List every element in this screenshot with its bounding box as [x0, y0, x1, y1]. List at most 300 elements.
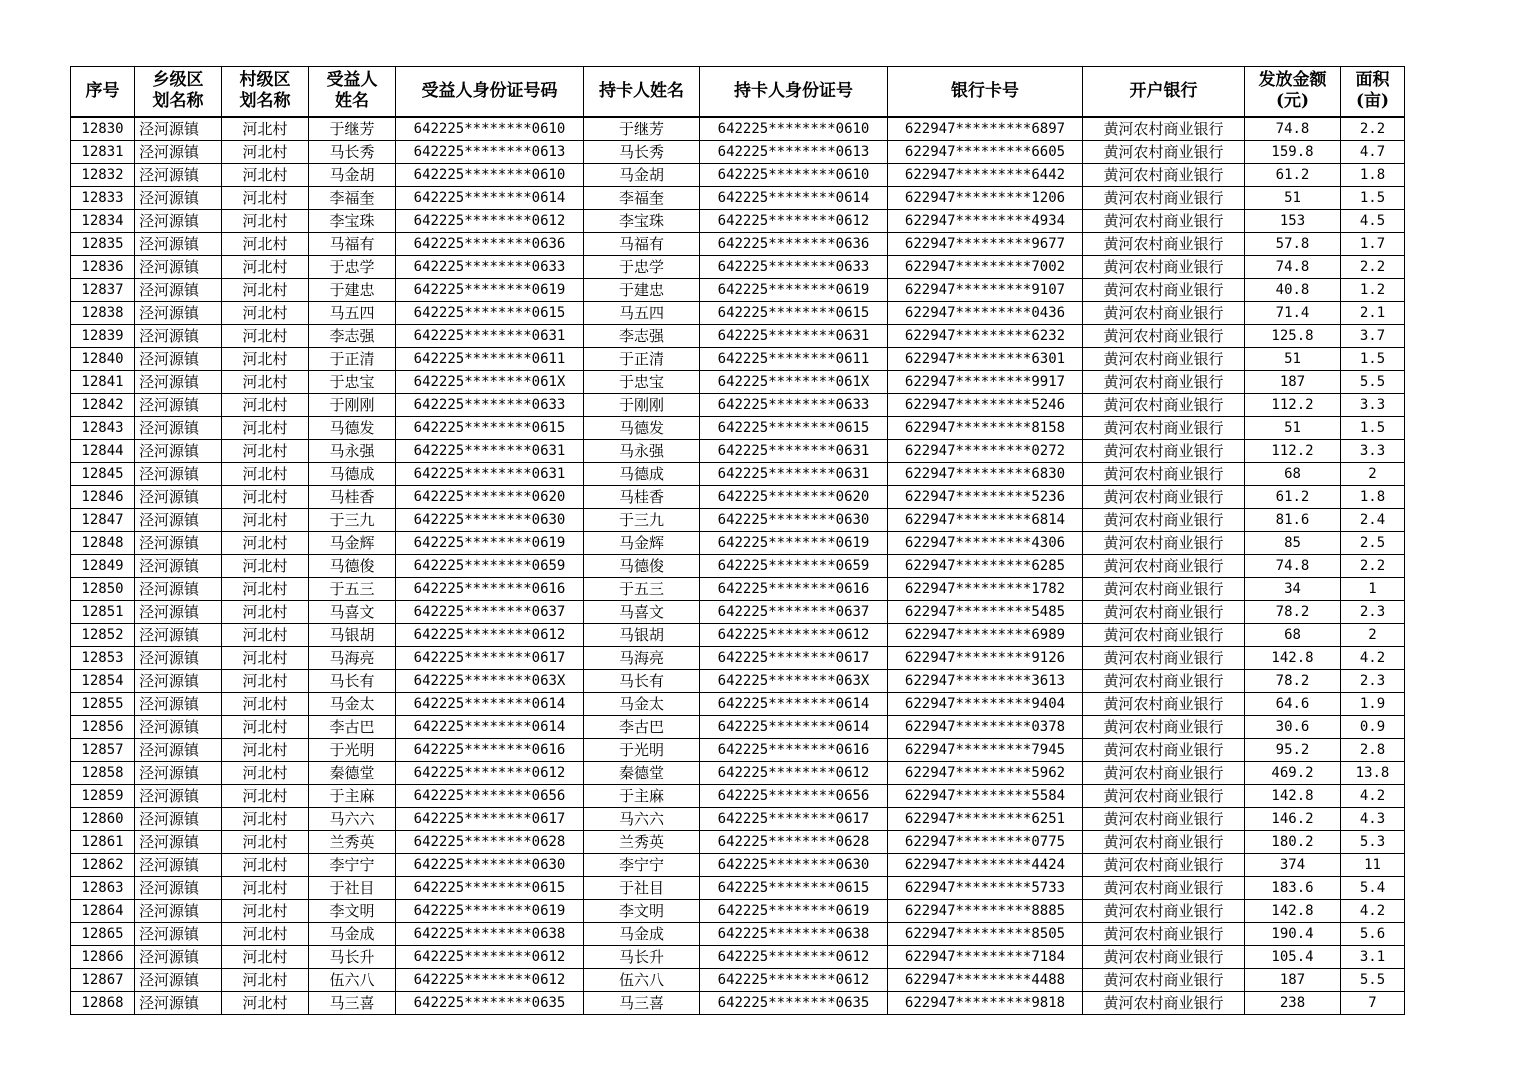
beneficiary-name-cell: 于正清: [309, 347, 396, 370]
bank-cell: 黄河农村商业银行: [1083, 853, 1245, 876]
beneficiary-id-cell: 642225********0616: [396, 738, 584, 761]
cardholder-name-cell: 伍六八: [584, 968, 700, 991]
beneficiary-id-cell: 642225********0636: [396, 232, 584, 255]
beneficiary-id-cell: 642225********0656: [396, 784, 584, 807]
table-row: [71, 186, 1405, 209]
township-cell: 泾河源镇: [135, 324, 222, 347]
bank-card-cell: 622947*********5962: [888, 761, 1083, 784]
area-cell: 2.4: [1341, 508, 1405, 531]
area-cell: 4.3: [1341, 807, 1405, 830]
township-cell: 泾河源镇: [135, 853, 222, 876]
table-row: [71, 876, 1405, 899]
serial-cell: 12830: [71, 117, 135, 141]
area-cell: 1.2: [1341, 278, 1405, 301]
beneficiary-name-cell: 马六六: [309, 807, 396, 830]
township-cell: 泾河源镇: [135, 899, 222, 922]
area-cell: 1.5: [1341, 186, 1405, 209]
cardholder-name-cell: 马桂香: [584, 485, 700, 508]
area-cell: 2.5: [1341, 531, 1405, 554]
bank-card-cell: 622947*********9107: [888, 278, 1083, 301]
bank-card-cell: 622947*********6989: [888, 623, 1083, 646]
table-row: [71, 416, 1405, 439]
cardholder-id-cell: 642225********0619: [700, 531, 888, 554]
bank-cell: 黄河农村商业银行: [1083, 669, 1245, 692]
village-cell: 河北村: [222, 255, 309, 278]
bank-cell: 黄河农村商业银行: [1083, 945, 1245, 968]
amount-cell: 34: [1245, 577, 1341, 600]
header-area: 面积 (亩): [1341, 67, 1405, 117]
beneficiary-id-cell: 642225********0612: [396, 623, 584, 646]
bank-cell: 黄河农村商业银行: [1083, 508, 1245, 531]
cardholder-id-cell: 642225********0659: [700, 554, 888, 577]
cardholder-name-cell: 马六六: [584, 807, 700, 830]
beneficiary-id-cell: 642225********0617: [396, 646, 584, 669]
bank-card-cell: 622947*********6232: [888, 324, 1083, 347]
township-cell: 泾河源镇: [135, 232, 222, 255]
beneficiary-name-cell: 李志强: [309, 324, 396, 347]
beneficiary-id-cell: 642225********0628: [396, 830, 584, 853]
beneficiary-id-cell: 642225********0631: [396, 462, 584, 485]
table-row: [71, 577, 1405, 600]
cardholder-id-cell: 642225********0615: [700, 876, 888, 899]
beneficiary-id-cell: 642225********0612: [396, 209, 584, 232]
header-cardholder-name: 持卡人姓名: [584, 67, 700, 117]
township-cell: 泾河源镇: [135, 761, 222, 784]
township-cell: 泾河源镇: [135, 554, 222, 577]
table-row: [71, 899, 1405, 922]
beneficiary-id-cell: 642225********0635: [396, 991, 584, 1014]
beneficiary-id-cell: 642225********0613: [396, 140, 584, 163]
bank-cell: 黄河农村商业银行: [1083, 324, 1245, 347]
cardholder-name-cell: 马五四: [584, 301, 700, 324]
beneficiary-id-cell: 642225********0615: [396, 301, 584, 324]
bank-cell: 黄河农村商业银行: [1083, 830, 1245, 853]
cardholder-id-cell: 642225********0631: [700, 462, 888, 485]
beneficiary-id-cell: 642225********0633: [396, 393, 584, 416]
bank-cell: 黄河农村商业银行: [1083, 163, 1245, 186]
serial-cell: 12845: [71, 462, 135, 485]
area-cell: 2.8: [1341, 738, 1405, 761]
bank-cell: 黄河农村商业银行: [1083, 715, 1245, 738]
cardholder-id-cell: 642225********0616: [700, 738, 888, 761]
cardholder-id-cell: 642225********0613: [700, 140, 888, 163]
village-cell: 河北村: [222, 140, 309, 163]
bank-card-cell: 622947*********1206: [888, 186, 1083, 209]
township-cell: 泾河源镇: [135, 163, 222, 186]
township-cell: 泾河源镇: [135, 209, 222, 232]
amount-cell: 469.2: [1245, 761, 1341, 784]
village-cell: 河北村: [222, 416, 309, 439]
area-cell: 4.2: [1341, 646, 1405, 669]
cardholder-id-cell: 642225********0610: [700, 117, 888, 141]
table-row: [71, 508, 1405, 531]
bank-card-cell: 622947*********9126: [888, 646, 1083, 669]
serial-cell: 12868: [71, 991, 135, 1014]
amount-cell: 30.6: [1245, 715, 1341, 738]
amount-cell: 142.8: [1245, 784, 1341, 807]
bank-card-cell: 622947*********6897: [888, 117, 1083, 141]
village-cell: 河北村: [222, 347, 309, 370]
serial-cell: 12834: [71, 209, 135, 232]
beneficiary-name-cell: 马长秀: [309, 140, 396, 163]
cardholder-name-cell: 于继芳: [584, 117, 700, 141]
township-cell: 泾河源镇: [135, 922, 222, 945]
serial-cell: 12846: [71, 485, 135, 508]
village-cell: 河北村: [222, 462, 309, 485]
table-row: [71, 301, 1405, 324]
township-cell: 泾河源镇: [135, 807, 222, 830]
village-cell: 河北村: [222, 117, 309, 141]
village-cell: 河北村: [222, 324, 309, 347]
bank-cell: 黄河农村商业银行: [1083, 554, 1245, 577]
serial-cell: 12833: [71, 186, 135, 209]
amount-cell: 142.8: [1245, 899, 1341, 922]
cardholder-id-cell: 642225********0617: [700, 807, 888, 830]
township-cell: 泾河源镇: [135, 347, 222, 370]
village-cell: 河北村: [222, 945, 309, 968]
serial-cell: 12848: [71, 531, 135, 554]
serial-cell: 12867: [71, 968, 135, 991]
beneficiary-id-cell: 642225********0631: [396, 439, 584, 462]
beneficiary-name-cell: 李宁宁: [309, 853, 396, 876]
beneficiary-name-cell: 于建忠: [309, 278, 396, 301]
bank-card-cell: 622947*********8158: [888, 416, 1083, 439]
village-cell: 河北村: [222, 393, 309, 416]
bank-card-cell: 622947*********6301: [888, 347, 1083, 370]
township-cell: 泾河源镇: [135, 577, 222, 600]
township-cell: 泾河源镇: [135, 876, 222, 899]
beneficiary-name-cell: 李文明: [309, 899, 396, 922]
serial-cell: 12855: [71, 692, 135, 715]
area-cell: 1.8: [1341, 163, 1405, 186]
cardholder-name-cell: 马永强: [584, 439, 700, 462]
amount-cell: 238: [1245, 991, 1341, 1014]
cardholder-name-cell: 兰秀英: [584, 830, 700, 853]
township-cell: 泾河源镇: [135, 830, 222, 853]
serial-cell: 12835: [71, 232, 135, 255]
township-cell: 泾河源镇: [135, 945, 222, 968]
beneficiary-name-cell: 于忠学: [309, 255, 396, 278]
cardholder-name-cell: 马长有: [584, 669, 700, 692]
bank-cell: 黄河农村商业银行: [1083, 370, 1245, 393]
header-serial: 序号: [71, 67, 135, 117]
table-row: [71, 669, 1405, 692]
cardholder-id-cell: 642225********0615: [700, 416, 888, 439]
beneficiary-name-cell: 李宝珠: [309, 209, 396, 232]
beneficiary-name-cell: 于五三: [309, 577, 396, 600]
beneficiary-id-cell: 642225********0630: [396, 508, 584, 531]
village-cell: 河北村: [222, 600, 309, 623]
table-row: [71, 209, 1405, 232]
bank-cell: 黄河农村商业银行: [1083, 439, 1245, 462]
township-cell: 泾河源镇: [135, 255, 222, 278]
cardholder-name-cell: 马德俊: [584, 554, 700, 577]
serial-cell: 12856: [71, 715, 135, 738]
beneficiary-name-cell: 马金辉: [309, 531, 396, 554]
beneficiary-name-cell: 马桂香: [309, 485, 396, 508]
amount-cell: 125.8: [1245, 324, 1341, 347]
cardholder-id-cell: 642225********061X: [700, 370, 888, 393]
village-cell: 河北村: [222, 508, 309, 531]
cardholder-name-cell: 于忠宝: [584, 370, 700, 393]
table-row: [71, 807, 1405, 830]
beneficiary-name-cell: 于继芳: [309, 117, 396, 141]
bank-cell: 黄河农村商业银行: [1083, 577, 1245, 600]
table-row: [71, 117, 1405, 141]
table-body: [71, 117, 1405, 1015]
township-cell: 泾河源镇: [135, 416, 222, 439]
cardholder-id-cell: 642225********0656: [700, 784, 888, 807]
table-row: [71, 738, 1405, 761]
amount-cell: 74.8: [1245, 554, 1341, 577]
table-row: [71, 922, 1405, 945]
township-cell: 泾河源镇: [135, 140, 222, 163]
beneficiary-name-cell: 马永强: [309, 439, 396, 462]
township-cell: 泾河源镇: [135, 669, 222, 692]
township-cell: 泾河源镇: [135, 531, 222, 554]
header-beneficiary-id: 受益人身份证号码: [396, 67, 584, 117]
bank-card-cell: 622947*********0272: [888, 439, 1083, 462]
beneficiary-id-cell: 642225********061X: [396, 370, 584, 393]
bank-cell: 黄河农村商业银行: [1083, 623, 1245, 646]
serial-cell: 12840: [71, 347, 135, 370]
area-cell: 7: [1341, 991, 1405, 1014]
bank-card-cell: 622947*********6285: [888, 554, 1083, 577]
cardholder-name-cell: 于五三: [584, 577, 700, 600]
area-cell: 5.3: [1341, 830, 1405, 853]
amount-cell: 112.2: [1245, 439, 1341, 462]
township-cell: 泾河源镇: [135, 301, 222, 324]
serial-cell: 12838: [71, 301, 135, 324]
beneficiary-id-cell: 642225********0638: [396, 922, 584, 945]
serial-cell: 12842: [71, 393, 135, 416]
beneficiary-id-cell: 642225********0615: [396, 416, 584, 439]
bank-card-cell: 622947*********5485: [888, 600, 1083, 623]
village-cell: 河北村: [222, 623, 309, 646]
cardholder-name-cell: 马福有: [584, 232, 700, 255]
cardholder-name-cell: 于刚刚: [584, 393, 700, 416]
header-row: [71, 67, 1405, 117]
cardholder-id-cell: 642225********0610: [700, 163, 888, 186]
area-cell: 2.3: [1341, 600, 1405, 623]
beneficiary-id-cell: 642225********0612: [396, 945, 584, 968]
table-row: [71, 991, 1405, 1014]
bank-cell: 黄河农村商业银行: [1083, 692, 1245, 715]
bank-card-cell: 622947*********9818: [888, 991, 1083, 1014]
bank-card-cell: 622947*********1782: [888, 577, 1083, 600]
serial-cell: 12847: [71, 508, 135, 531]
cardholder-id-cell: 642225********0612: [700, 945, 888, 968]
township-cell: 泾河源镇: [135, 991, 222, 1014]
bank-card-cell: 622947*********6442: [888, 163, 1083, 186]
cardholder-name-cell: 马金胡: [584, 163, 700, 186]
bank-card-cell: 622947*********6605: [888, 140, 1083, 163]
cardholder-name-cell: 李文明: [584, 899, 700, 922]
bank-card-cell: 622947*********3613: [888, 669, 1083, 692]
village-cell: 河北村: [222, 669, 309, 692]
amount-cell: 71.4: [1245, 301, 1341, 324]
cardholder-name-cell: 马金太: [584, 692, 700, 715]
beneficiary-name-cell: 马德发: [309, 416, 396, 439]
cardholder-name-cell: 于建忠: [584, 278, 700, 301]
table-row: [71, 255, 1405, 278]
cardholder-name-cell: 马银胡: [584, 623, 700, 646]
beneficiary-name-cell: 马三喜: [309, 991, 396, 1014]
bank-cell: 黄河农村商业银行: [1083, 462, 1245, 485]
township-cell: 泾河源镇: [135, 393, 222, 416]
cardholder-id-cell: 642225********0631: [700, 439, 888, 462]
amount-cell: 146.2: [1245, 807, 1341, 830]
cardholder-name-cell: 马金辉: [584, 531, 700, 554]
village-cell: 河北村: [222, 715, 309, 738]
area-cell: 5.4: [1341, 876, 1405, 899]
table-row: [71, 278, 1405, 301]
area-cell: 2.1: [1341, 301, 1405, 324]
cardholder-id-cell: 642225********0612: [700, 623, 888, 646]
serial-cell: 12863: [71, 876, 135, 899]
cardholder-id-cell: 642225********0637: [700, 600, 888, 623]
township-cell: 泾河源镇: [135, 117, 222, 141]
beneficiary-name-cell: 李福奎: [309, 186, 396, 209]
bank-cell: 黄河农村商业银行: [1083, 140, 1245, 163]
table-row: [71, 600, 1405, 623]
township-cell: 泾河源镇: [135, 439, 222, 462]
area-cell: 4.7: [1341, 140, 1405, 163]
serial-cell: 12841: [71, 370, 135, 393]
cardholder-id-cell: 642225********0636: [700, 232, 888, 255]
cardholder-name-cell: 马喜文: [584, 600, 700, 623]
bank-cell: 黄河农村商业银行: [1083, 117, 1245, 141]
village-cell: 河北村: [222, 922, 309, 945]
bank-cell: 黄河农村商业银行: [1083, 232, 1245, 255]
beneficiary-id-cell: 642225********0619: [396, 278, 584, 301]
cardholder-id-cell: 642225********0630: [700, 853, 888, 876]
area-cell: 13.8: [1341, 761, 1405, 784]
beneficiary-id-cell: 642225********0637: [396, 600, 584, 623]
cardholder-name-cell: 马长秀: [584, 140, 700, 163]
serial-cell: 12850: [71, 577, 135, 600]
cardholder-id-cell: 642225********0614: [700, 186, 888, 209]
area-cell: 1.5: [1341, 416, 1405, 439]
area-cell: 1.7: [1341, 232, 1405, 255]
village-cell: 河北村: [222, 186, 309, 209]
amount-cell: 374: [1245, 853, 1341, 876]
serial-cell: 12857: [71, 738, 135, 761]
cardholder-name-cell: 马海亮: [584, 646, 700, 669]
township-cell: 泾河源镇: [135, 186, 222, 209]
table-row: [71, 324, 1405, 347]
township-cell: 泾河源镇: [135, 968, 222, 991]
township-cell: 泾河源镇: [135, 600, 222, 623]
header-cardholder-id: 持卡人身份证号: [700, 67, 888, 117]
bank-card-cell: 622947*********7002: [888, 255, 1083, 278]
area-cell: 2: [1341, 462, 1405, 485]
beneficiary-name-cell: 于社目: [309, 876, 396, 899]
table-row: [71, 715, 1405, 738]
beneficiary-name-cell: 马长有: [309, 669, 396, 692]
beneficiary-name-cell: 于三九: [309, 508, 396, 531]
serial-cell: 12832: [71, 163, 135, 186]
beneficiary-id-cell: 642225********0612: [396, 761, 584, 784]
village-cell: 河北村: [222, 209, 309, 232]
village-cell: 河北村: [222, 784, 309, 807]
cardholder-name-cell: 马金成: [584, 922, 700, 945]
table-row: [71, 140, 1405, 163]
cardholder-name-cell: 秦德堂: [584, 761, 700, 784]
beneficiary-id-cell: 642225********0659: [396, 554, 584, 577]
area-cell: 4.5: [1341, 209, 1405, 232]
cardholder-name-cell: 李古巴: [584, 715, 700, 738]
bank-cell: 黄河农村商业银行: [1083, 991, 1245, 1014]
village-cell: 河北村: [222, 554, 309, 577]
village-cell: 河北村: [222, 646, 309, 669]
bank-card-cell: 622947*********8505: [888, 922, 1083, 945]
table-row: [71, 347, 1405, 370]
beneficiary-name-cell: 伍六八: [309, 968, 396, 991]
area-cell: 5.6: [1341, 922, 1405, 945]
cardholder-id-cell: 642225********0615: [700, 301, 888, 324]
beneficiary-name-cell: 马喜文: [309, 600, 396, 623]
township-cell: 泾河源镇: [135, 278, 222, 301]
area-cell: 1.5: [1341, 347, 1405, 370]
beneficiary-name-cell: 马德成: [309, 462, 396, 485]
area-cell: 5.5: [1341, 968, 1405, 991]
beneficiary-name-cell: 马银胡: [309, 623, 396, 646]
serial-cell: 12859: [71, 784, 135, 807]
beneficiary-name-cell: 马金太: [309, 692, 396, 715]
area-cell: 5.5: [1341, 370, 1405, 393]
bank-cell: 黄河农村商业银行: [1083, 255, 1245, 278]
area-cell: 2.3: [1341, 669, 1405, 692]
amount-cell: 81.6: [1245, 508, 1341, 531]
amount-cell: 51: [1245, 186, 1341, 209]
serial-cell: 12864: [71, 899, 135, 922]
cardholder-name-cell: 于正清: [584, 347, 700, 370]
bank-card-cell: 622947*********6814: [888, 508, 1083, 531]
serial-cell: 12853: [71, 646, 135, 669]
beneficiary-name-cell: 秦德堂: [309, 761, 396, 784]
table-row: [71, 968, 1405, 991]
village-cell: 河北村: [222, 439, 309, 462]
bank-cell: 黄河农村商业银行: [1083, 393, 1245, 416]
cardholder-id-cell: 642225********0611: [700, 347, 888, 370]
serial-cell: 12836: [71, 255, 135, 278]
amount-cell: 78.2: [1245, 600, 1341, 623]
beneficiary-id-cell: 642225********0619: [396, 899, 584, 922]
area-cell: 3.3: [1341, 393, 1405, 416]
cardholder-id-cell: 642225********0633: [700, 255, 888, 278]
serial-cell: 12851: [71, 600, 135, 623]
township-cell: 泾河源镇: [135, 462, 222, 485]
cardholder-id-cell: 642225********063X: [700, 669, 888, 692]
cardholder-id-cell: 642225********0638: [700, 922, 888, 945]
village-cell: 河北村: [222, 692, 309, 715]
village-cell: 河北村: [222, 830, 309, 853]
cardholder-id-cell: 642225********0633: [700, 393, 888, 416]
table-row: [71, 830, 1405, 853]
table-row: [71, 692, 1405, 715]
cardholder-name-cell: 李志强: [584, 324, 700, 347]
table-row: [71, 370, 1405, 393]
village-cell: 河北村: [222, 761, 309, 784]
bank-cell: 黄河农村商业银行: [1083, 209, 1245, 232]
beneficiary-id-cell: 642225********0614: [396, 715, 584, 738]
table-row: [71, 531, 1405, 554]
cardholder-id-cell: 642225********0628: [700, 830, 888, 853]
amount-cell: 187: [1245, 968, 1341, 991]
serial-cell: 12849: [71, 554, 135, 577]
bank-cell: 黄河农村商业银行: [1083, 738, 1245, 761]
